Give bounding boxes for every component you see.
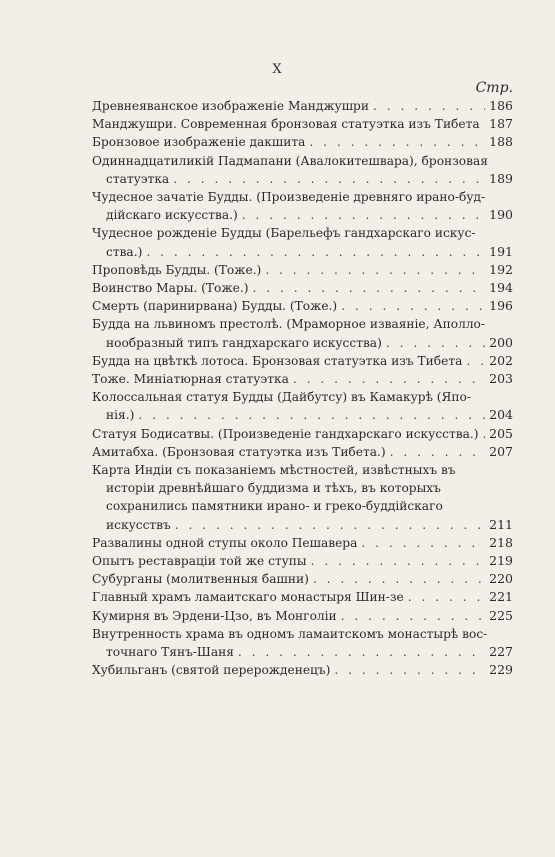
toc-entry [92,570,513,588]
toc-entry-text-line: сохранились памятники ирано- и греко-буддiйскаго [106,499,443,514]
toc-entry [92,133,513,151]
toc-entry-title: Главный храмъ ламаитскаго монастыря Шин-зе [92,590,404,605]
toc-page-number: 220 [489,571,513,587]
page-roman-numeral: X [272,62,283,77]
toc-entry-title: Хубильганъ (святой перерожденецъ) [92,663,331,678]
table-of-contents [92,97,513,680]
toc-page-number: 192 [489,261,513,277]
toc-entry [92,97,513,115]
toc-entry [92,279,513,297]
toc-entry-text-line: Чудесное рожденiе Будды (Барельефъ гандхарскаго искус- [92,226,476,241]
dot-leader [482,425,485,443]
toc-entry [92,224,513,260]
dot-leader [341,297,485,315]
toc-entry-title: Воинство Мары. (Тоже.) [92,281,249,296]
dot-leader [311,552,486,570]
toc-entry-title: Кумирня въ Эрдени-Цзо, въ Монголiи [92,608,337,623]
dot-leader [386,334,485,352]
toc-entry [92,461,513,534]
toc-entry [92,625,513,661]
toc-entry-title: Смерть (паринирвана) Будды. (Тоже.) [92,299,338,314]
toc-page-number: 218 [489,534,513,550]
dot-leader [146,243,485,261]
toc-entry [92,388,513,424]
toc-entry [92,115,513,133]
dot-leader [265,261,485,279]
dot-leader [466,352,485,370]
toc-entry-title: нообразный типъ гандхарскаго искусства) [106,335,382,350]
dot-leader [390,443,486,461]
toc-entry [92,425,513,443]
toc-page-number: 207 [489,443,513,459]
dot-leader [252,279,485,297]
dot-leader [293,370,485,388]
toc-page-number: 187 [489,116,513,132]
toc-entry-text-line: Карта Индiи съ показанiемъ мѣстностей, извѣстныхъ въ [92,463,456,478]
toc-page-number: 189 [489,170,513,186]
toc-entry-title: Субурганы (молитвенныя башни) [92,572,309,587]
toc-entry-title: искусствъ [106,517,171,532]
toc-entry [92,552,513,570]
page-column-header: Стр. [475,80,513,96]
toc-page-number: 221 [489,589,513,605]
toc-entry [92,588,513,606]
toc-entry-title: Развалины одной ступы около Пешавера [92,535,358,550]
toc-entry [92,297,513,315]
toc-page-number: 191 [489,243,513,259]
dot-leader [373,97,485,115]
toc-page-number: 225 [489,607,513,623]
toc-entry-text-line: Внутренность храма въ одномъ ламаитскомъ монастырѣ вос- [92,626,488,641]
dot-leader [408,588,485,606]
toc-entry-title: Тоже. Миніатюрная статуэтка [92,372,289,387]
toc-entry-title: Проповѣдь Будды. (Тоже.) [92,262,262,277]
dot-leader [242,206,485,224]
toc-page-number: 190 [489,207,513,223]
toc-page-number: 203 [489,371,513,387]
toc-entry [92,661,513,679]
toc-entry [92,607,513,625]
toc-page-number: 229 [489,662,513,678]
toc-entry-title: точнаго Тянъ-Шаня [106,645,234,660]
toc-entry-text-line: исторiи древнѣйшаго буддизма и тѣхъ, въ которыхъ [106,481,441,496]
toc-page-number: 219 [489,553,513,569]
toc-page-number: 200 [489,334,513,350]
toc-entry-text-line: Чудесное зачатiе Будды. (Произведенiе древняго ирано-буд- [92,190,486,205]
toc-page-number: 196 [489,298,513,314]
toc-entry [92,315,513,351]
toc-entry [92,370,513,388]
toc-entry-title: Древнеяванское изображенiе Манджушри [92,99,369,113]
dot-leader [341,607,485,625]
toc-page-number: 211 [489,516,513,532]
toc-page-number: 194 [489,280,513,296]
toc-page-number: 227 [489,644,513,660]
toc-entry-title: Амитабха. (Бронзовая статуэтка изъ Тибета.) [92,444,386,459]
dot-leader [175,516,485,534]
toc-page-number: 204 [489,407,513,423]
dot-leader [361,534,485,552]
toc-entry [92,152,513,188]
dot-leader [313,570,485,588]
toc-entry [92,261,513,279]
toc-entry-title: дiйскаго искусства.) [106,208,238,223]
toc-entry-text-line: Колоссальная статуя Будды (Дайбутсу) въ Камакурѣ (Япо- [92,390,471,405]
toc-entry [92,534,513,552]
toc-entry-title: Будда на цвѣткѣ лотоса. Бронзовая статуэтка изъ Тибета [92,353,463,368]
dot-leader [138,406,485,424]
toc-page-number: 205 [489,425,513,441]
dot-leader [484,115,486,133]
toc-page-number: 186 [489,98,513,113]
toc-entry-title: Статуя Бодисатвы. (Произведенiе гандхарскаго искусства.) [92,426,479,441]
toc-entry [92,188,513,224]
toc-entry [92,352,513,370]
toc-entry-text-line: Одиннадцатиликiй Падмапани (Авалокитешвара), бронзовая [92,153,488,168]
toc-entry-title: Опытъ реставрацiи той же ступы [92,554,307,569]
dot-leader [334,661,485,679]
toc-entry-title: нiя.) [106,408,135,423]
toc-entry [92,443,513,461]
toc-entry-text-line: Будда на львиномъ престолѣ. (Мраморное изваянiе, Аполло- [92,317,486,332]
toc-page-number: 202 [489,352,513,368]
toc-page-number: 188 [489,134,513,150]
toc-entry-title: ства.) [106,244,143,259]
dot-leader [173,170,485,188]
toc-entry-title: статуэтка [106,171,170,186]
dot-leader [309,133,485,151]
toc-entry-title: Манджушри. Современная бронзовая статуэтка изъ Тибета [92,117,480,132]
dot-leader [238,643,485,661]
toc-entry-title: Бронзовое изображенiе дакшита [92,135,306,150]
